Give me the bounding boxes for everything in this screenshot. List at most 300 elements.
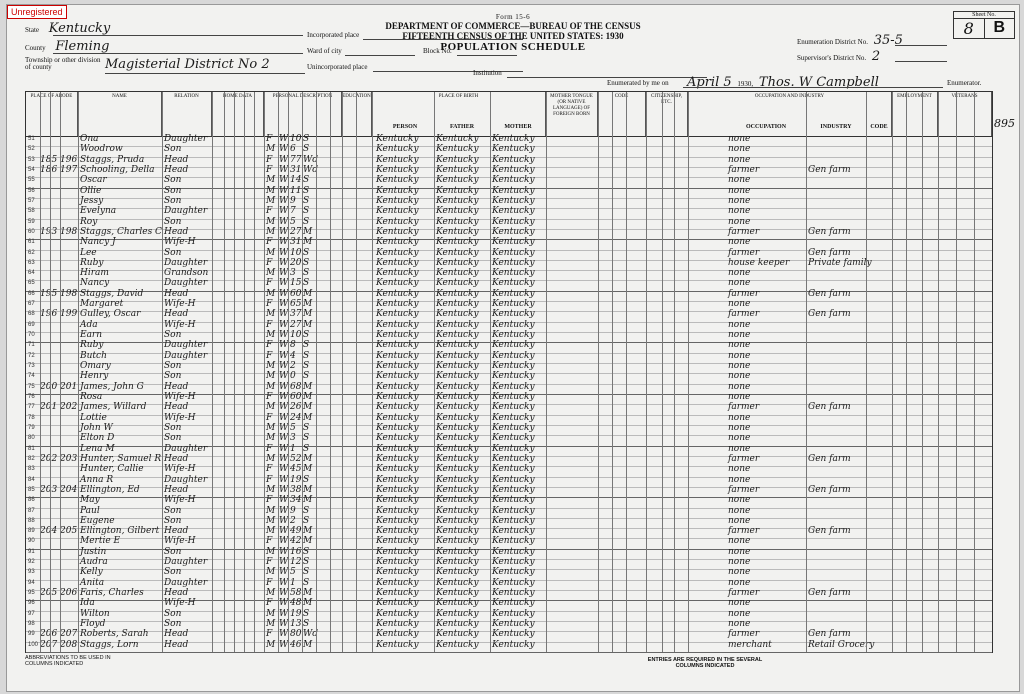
marital-status: S bbox=[303, 361, 310, 372]
relation: Daughter bbox=[164, 350, 208, 361]
sex: F bbox=[266, 164, 273, 175]
column-group-header: PLACE OF ABODE bbox=[26, 92, 78, 136]
mother-birthplace: Kentucky bbox=[492, 299, 535, 310]
age: 34 bbox=[290, 495, 302, 506]
father-birthplace: Kentucky bbox=[436, 495, 479, 506]
place-of-birth: Kentucky bbox=[376, 464, 419, 475]
mother-birthplace: Kentucky bbox=[492, 433, 535, 444]
marital-status: S bbox=[303, 278, 310, 289]
person-name: Audra bbox=[80, 557, 108, 568]
mother-birthplace: Kentucky bbox=[492, 474, 535, 485]
father-birthplace: Kentucky bbox=[436, 608, 479, 619]
age: 58 bbox=[290, 588, 302, 599]
relation: Daughter bbox=[164, 278, 208, 289]
mother-birthplace: Kentucky bbox=[492, 216, 535, 227]
sex: M bbox=[266, 505, 276, 516]
marital-status: S bbox=[303, 268, 310, 279]
race: W bbox=[279, 505, 289, 516]
mother-birthplace: Kentucky bbox=[492, 185, 535, 196]
relation: Head bbox=[164, 629, 189, 640]
marital-status: S bbox=[303, 433, 310, 444]
age: 1 bbox=[290, 577, 296, 588]
relation: Head bbox=[164, 309, 189, 320]
sex: M bbox=[266, 453, 276, 464]
sex: M bbox=[266, 588, 276, 599]
enumerated-label: Enumerated by me on bbox=[607, 79, 669, 87]
occupation: none bbox=[728, 175, 751, 186]
column-rule bbox=[956, 92, 957, 652]
place-of-birth: Kentucky bbox=[376, 505, 419, 516]
dwelling-number: 204 bbox=[40, 526, 58, 537]
census-sheet bbox=[6, 4, 1020, 692]
township-line bbox=[105, 73, 305, 74]
column-rule bbox=[906, 92, 907, 652]
sex: M bbox=[266, 639, 276, 650]
state-line bbox=[53, 35, 303, 36]
race: W bbox=[279, 567, 289, 578]
column-rule bbox=[598, 92, 599, 652]
mother-birthplace: Kentucky bbox=[492, 144, 535, 155]
line-number: 81 bbox=[28, 445, 35, 452]
schedule-title: POPULATION SCHEDULE bbox=[440, 41, 586, 53]
line-number: 72 bbox=[28, 352, 35, 359]
column-group-header: RELATION bbox=[162, 92, 212, 136]
person-name: Woodrow bbox=[80, 144, 123, 155]
occupation: farmer bbox=[728, 588, 760, 599]
person-name: Lottie bbox=[80, 412, 107, 423]
age: 2 bbox=[290, 515, 296, 526]
relation: Son bbox=[164, 216, 182, 227]
mother-birthplace: Kentucky bbox=[492, 526, 535, 537]
mother-birthplace: Kentucky bbox=[492, 237, 535, 248]
age: 24 bbox=[290, 412, 302, 423]
person-name: Nancy J bbox=[80, 237, 116, 248]
line-number: 80 bbox=[28, 435, 35, 442]
sex: F bbox=[266, 206, 273, 217]
occupation: farmer bbox=[728, 453, 760, 464]
marital-status: S bbox=[303, 577, 310, 588]
line-number: 90 bbox=[28, 538, 35, 545]
column-rule bbox=[612, 92, 613, 652]
occupation: none bbox=[728, 598, 751, 609]
place-of-birth: Kentucky bbox=[376, 175, 419, 186]
line-number: 77 bbox=[28, 404, 35, 411]
mother-birthplace: Kentucky bbox=[492, 608, 535, 619]
age: 77 bbox=[290, 154, 302, 165]
race: W bbox=[279, 154, 289, 165]
person-name: Ruby bbox=[80, 340, 104, 351]
person-name: Ellington, Ed bbox=[80, 484, 140, 495]
mother-birthplace: Kentucky bbox=[492, 495, 535, 506]
marital-status: M bbox=[303, 309, 313, 320]
sex: F bbox=[266, 598, 273, 609]
father-birthplace: Kentucky bbox=[436, 195, 479, 206]
father-birthplace: Kentucky bbox=[436, 185, 479, 196]
sex: F bbox=[266, 629, 273, 640]
supervisor-district-label: Supervisor's District No. bbox=[797, 54, 867, 62]
enum-district-field bbox=[797, 33, 903, 48]
line-number: 89 bbox=[28, 528, 35, 535]
line-number: 53 bbox=[28, 156, 35, 163]
mother-birthplace: Kentucky bbox=[492, 412, 535, 423]
age: 68 bbox=[290, 381, 302, 392]
column-rule bbox=[330, 92, 331, 652]
marital-status: S bbox=[303, 340, 310, 351]
column-group-header: OCCUPATION AND INDUSTRY bbox=[688, 92, 892, 136]
sheet-no-value: 8 bbox=[954, 19, 985, 38]
person-name: Margaret bbox=[80, 299, 124, 310]
sex: F bbox=[266, 577, 273, 588]
line-number: 67 bbox=[28, 301, 35, 308]
person-name: Elton D bbox=[80, 433, 115, 444]
age: 37 bbox=[290, 309, 302, 320]
race: W bbox=[279, 598, 289, 609]
table-rows bbox=[26, 136, 992, 652]
state-field bbox=[25, 21, 110, 36]
occupation: none bbox=[728, 319, 751, 330]
race: W bbox=[279, 608, 289, 619]
place-of-birth: Kentucky bbox=[376, 392, 419, 402]
mother-birthplace: Kentucky bbox=[492, 402, 535, 413]
occupation: farmer bbox=[728, 164, 760, 175]
place-of-birth: Kentucky bbox=[376, 433, 419, 444]
sex: F bbox=[266, 340, 273, 351]
industry: Retail Grocery bbox=[808, 639, 875, 650]
relation: Head bbox=[164, 288, 189, 299]
place-of-birth: Kentucky bbox=[376, 443, 419, 454]
column-sub-header: PERSON bbox=[392, 124, 418, 130]
marital-status: M bbox=[303, 226, 313, 237]
mother-birthplace: Kentucky bbox=[492, 422, 535, 433]
family-number: 204 bbox=[60, 484, 78, 495]
father-birthplace: Kentucky bbox=[436, 175, 479, 186]
occupation: none bbox=[728, 515, 751, 526]
father-birthplace: Kentucky bbox=[436, 154, 479, 165]
occupation: none bbox=[728, 361, 751, 372]
line-number: 95 bbox=[28, 590, 35, 597]
person-name: Kelly bbox=[80, 567, 103, 578]
column-sub-header: OCCUPATION bbox=[745, 124, 787, 130]
line-number: 99 bbox=[28, 631, 35, 638]
enumerator-name: Thos. W Campbell bbox=[758, 75, 879, 90]
column-group-header: VETERANS bbox=[938, 92, 992, 136]
person-name: Lena M bbox=[80, 443, 115, 454]
sex: F bbox=[266, 443, 273, 454]
line-number: 78 bbox=[28, 414, 35, 421]
place-of-birth: Kentucky bbox=[376, 371, 419, 382]
column-sub-header: FATHER bbox=[449, 124, 475, 130]
column-rule bbox=[234, 92, 235, 652]
person-name: Roberts, Sarah bbox=[80, 629, 149, 640]
sex: F bbox=[266, 319, 273, 330]
occupation: none bbox=[728, 144, 751, 155]
place-of-birth: Kentucky bbox=[376, 557, 419, 568]
relation: Daughter bbox=[164, 134, 208, 144]
mother-birthplace: Kentucky bbox=[492, 515, 535, 526]
line-number: 59 bbox=[28, 218, 35, 225]
race: W bbox=[279, 237, 289, 248]
dwelling-number: 200 bbox=[40, 381, 58, 392]
marital-status: Wd bbox=[303, 629, 319, 640]
column-rule bbox=[938, 92, 939, 652]
sex: M bbox=[266, 433, 276, 444]
dwelling-number: 186 bbox=[40, 164, 58, 175]
line-number: 82 bbox=[28, 455, 35, 462]
sex: F bbox=[266, 154, 273, 165]
mother-birthplace: Kentucky bbox=[492, 484, 535, 495]
age: 80 bbox=[290, 629, 302, 640]
enumerated-date: April 5 bbox=[687, 75, 732, 90]
sex: M bbox=[266, 144, 276, 155]
column-rule bbox=[806, 92, 807, 652]
place-of-birth: Kentucky bbox=[376, 598, 419, 609]
marital-status: M bbox=[303, 299, 313, 310]
race: W bbox=[279, 175, 289, 186]
father-birthplace: Kentucky bbox=[436, 330, 479, 341]
sheet-number-box bbox=[953, 11, 1015, 39]
line-number: 64 bbox=[28, 270, 35, 277]
mother-birthplace: Kentucky bbox=[492, 195, 535, 206]
occupation: none bbox=[728, 154, 751, 165]
industry: Private family bbox=[808, 257, 872, 268]
marital-status: M bbox=[303, 288, 313, 299]
race: W bbox=[279, 639, 289, 650]
occupation: none bbox=[728, 433, 751, 444]
age: 11 bbox=[290, 185, 302, 196]
place-of-birth: Kentucky bbox=[376, 567, 419, 578]
marital-status: M bbox=[303, 598, 313, 609]
column-rule bbox=[264, 92, 265, 652]
age: 45 bbox=[290, 464, 302, 475]
column-rule bbox=[688, 92, 689, 652]
mother-birthplace: Kentucky bbox=[492, 536, 535, 547]
father-birthplace: Kentucky bbox=[436, 309, 479, 320]
sex: F bbox=[266, 536, 273, 547]
mother-birthplace: Kentucky bbox=[492, 443, 535, 454]
relation: Head bbox=[164, 526, 189, 537]
relation: Wife-H bbox=[164, 392, 196, 402]
person-name: May bbox=[80, 495, 100, 506]
relation: Wife-H bbox=[164, 319, 196, 330]
place-of-birth: Kentucky bbox=[376, 350, 419, 361]
father-birthplace: Kentucky bbox=[436, 226, 479, 237]
sex: F bbox=[266, 495, 273, 506]
father-birthplace: Kentucky bbox=[436, 371, 479, 382]
father-birthplace: Kentucky bbox=[436, 402, 479, 413]
place-of-birth: Kentucky bbox=[376, 588, 419, 599]
marital-status: M bbox=[303, 639, 313, 650]
occupation: none bbox=[728, 464, 751, 475]
family-number: 198 bbox=[60, 226, 78, 237]
column-rule bbox=[892, 92, 893, 652]
column-group-header: HOME DATA bbox=[212, 92, 264, 136]
person-name: Henry bbox=[80, 371, 109, 382]
marital-status: M bbox=[303, 464, 313, 475]
line-number: 62 bbox=[28, 249, 35, 256]
sex: M bbox=[266, 402, 276, 413]
father-birthplace: Kentucky bbox=[436, 299, 479, 310]
person-name: Schooling, Della bbox=[80, 164, 155, 175]
race: W bbox=[279, 381, 289, 392]
sex: M bbox=[266, 226, 276, 237]
relation: Son bbox=[164, 608, 182, 619]
line-number: 85 bbox=[28, 486, 35, 493]
sex: M bbox=[266, 195, 276, 206]
marital-status: M bbox=[303, 381, 313, 392]
father-birthplace: Kentucky bbox=[436, 206, 479, 217]
dwelling-number: 195 bbox=[40, 288, 58, 299]
person-name: Ollie bbox=[80, 185, 102, 196]
age: 27 bbox=[290, 226, 302, 237]
relation: Wife-H bbox=[164, 495, 196, 506]
sex: M bbox=[266, 175, 276, 186]
place-of-birth: Kentucky bbox=[376, 216, 419, 227]
family-number: 198 bbox=[60, 288, 78, 299]
relation: Grandson bbox=[164, 268, 209, 279]
race: W bbox=[279, 629, 289, 640]
race: W bbox=[279, 288, 289, 299]
dwelling-number: 196 bbox=[40, 309, 58, 320]
father-birthplace: Kentucky bbox=[436, 361, 479, 372]
father-birthplace: Kentucky bbox=[436, 257, 479, 268]
mother-birthplace: Kentucky bbox=[492, 619, 535, 630]
sex: M bbox=[266, 422, 276, 433]
father-birthplace: Kentucky bbox=[436, 134, 479, 144]
sex: M bbox=[266, 216, 276, 227]
race: W bbox=[279, 299, 289, 310]
age: 9 bbox=[290, 195, 296, 206]
industry: Gen farm bbox=[808, 402, 851, 413]
person-name: Evelyna bbox=[80, 206, 117, 217]
age: 49 bbox=[290, 526, 302, 537]
line-number: 93 bbox=[28, 569, 35, 576]
industry: Gen farm bbox=[808, 588, 851, 599]
place-of-birth: Kentucky bbox=[376, 577, 419, 588]
race: W bbox=[279, 495, 289, 506]
race: W bbox=[279, 195, 289, 206]
relation: Head bbox=[164, 484, 189, 495]
person-name: Nancy bbox=[80, 278, 110, 289]
relation: Daughter bbox=[164, 443, 208, 454]
sex: F bbox=[266, 392, 273, 402]
line-number: 55 bbox=[28, 177, 35, 184]
age: 5 bbox=[290, 567, 296, 578]
race: W bbox=[279, 185, 289, 196]
census-table bbox=[25, 91, 993, 653]
relation: Head bbox=[164, 164, 189, 175]
sex: M bbox=[266, 371, 276, 382]
column-group-header: EDUCATION bbox=[342, 92, 372, 136]
relation: Head bbox=[164, 588, 189, 599]
column-sub-header: INDUSTRY bbox=[820, 124, 852, 130]
occupation: none bbox=[728, 546, 751, 557]
mother-birthplace: Kentucky bbox=[492, 247, 535, 258]
occupation: none bbox=[728, 371, 751, 382]
person-name: Hunter, Samuel R bbox=[80, 453, 162, 464]
line-number: 52 bbox=[28, 146, 35, 153]
marital-status: S bbox=[303, 350, 310, 361]
sex: F bbox=[266, 350, 273, 361]
family-number: 197 bbox=[60, 164, 78, 175]
column-rule bbox=[546, 92, 547, 652]
place-of-birth: Kentucky bbox=[376, 340, 419, 351]
mother-birthplace: Kentucky bbox=[492, 154, 535, 165]
race: W bbox=[279, 206, 289, 217]
race: W bbox=[279, 309, 289, 320]
father-birthplace: Kentucky bbox=[436, 484, 479, 495]
place-of-birth: Kentucky bbox=[376, 319, 419, 330]
relation: Son bbox=[164, 567, 182, 578]
age: 12 bbox=[290, 557, 302, 568]
father-birthplace: Kentucky bbox=[436, 350, 479, 361]
mother-birthplace: Kentucky bbox=[492, 505, 535, 516]
industry: Gen farm bbox=[808, 309, 851, 320]
sex: F bbox=[266, 134, 273, 144]
occupation: none bbox=[728, 577, 751, 588]
marital-status: M bbox=[303, 588, 313, 599]
father-birthplace: Kentucky bbox=[436, 319, 479, 330]
father-birthplace: Kentucky bbox=[436, 422, 479, 433]
occupation: none bbox=[728, 134, 751, 144]
place-of-birth: Kentucky bbox=[376, 206, 419, 217]
occupation: none bbox=[728, 195, 751, 206]
race: W bbox=[279, 546, 289, 557]
marital-status: S bbox=[303, 330, 310, 341]
age: 10 bbox=[290, 134, 302, 144]
marital-status: S bbox=[303, 371, 310, 382]
father-birthplace: Kentucky bbox=[436, 164, 479, 175]
race: W bbox=[279, 526, 289, 537]
place-of-birth: Kentucky bbox=[376, 154, 419, 165]
mother-birthplace: Kentucky bbox=[492, 330, 535, 341]
father-birthplace: Kentucky bbox=[436, 505, 479, 516]
age: 9 bbox=[290, 505, 296, 516]
occupation: farmer bbox=[728, 484, 760, 495]
person-name: Eugene bbox=[80, 515, 115, 526]
relation: Wife-H bbox=[164, 299, 196, 310]
line-number: 56 bbox=[28, 187, 35, 194]
place-of-birth: Kentucky bbox=[376, 619, 419, 630]
age: 13 bbox=[290, 619, 302, 630]
person-name: Butch bbox=[80, 350, 107, 361]
race: W bbox=[279, 247, 289, 258]
relation: Wife-H bbox=[164, 536, 196, 547]
place-of-birth: Kentucky bbox=[376, 402, 419, 413]
enumerated-line bbox=[683, 87, 943, 88]
person-name: Justin bbox=[80, 546, 107, 557]
occupation: none bbox=[728, 268, 751, 279]
race: W bbox=[279, 164, 289, 175]
father-birthplace: Kentucky bbox=[436, 598, 479, 609]
place-of-birth: Kentucky bbox=[376, 639, 419, 650]
person-name: Omary bbox=[80, 361, 111, 372]
race: W bbox=[279, 319, 289, 330]
relation: Wife-H bbox=[164, 464, 196, 475]
father-birthplace: Kentucky bbox=[436, 443, 479, 454]
mother-birthplace: Kentucky bbox=[492, 278, 535, 289]
age: 52 bbox=[290, 453, 302, 464]
occupation: farmer bbox=[728, 526, 760, 537]
sex: M bbox=[266, 546, 276, 557]
column-rule bbox=[244, 92, 245, 652]
mother-birthplace: Kentucky bbox=[492, 639, 535, 650]
block-label: Block No. bbox=[423, 47, 452, 55]
marital-status: S bbox=[303, 422, 310, 433]
line-number: 71 bbox=[28, 342, 35, 349]
marital-status: S bbox=[303, 206, 310, 217]
margin-number: 895 bbox=[994, 117, 1015, 130]
father-birthplace: Kentucky bbox=[436, 453, 479, 464]
